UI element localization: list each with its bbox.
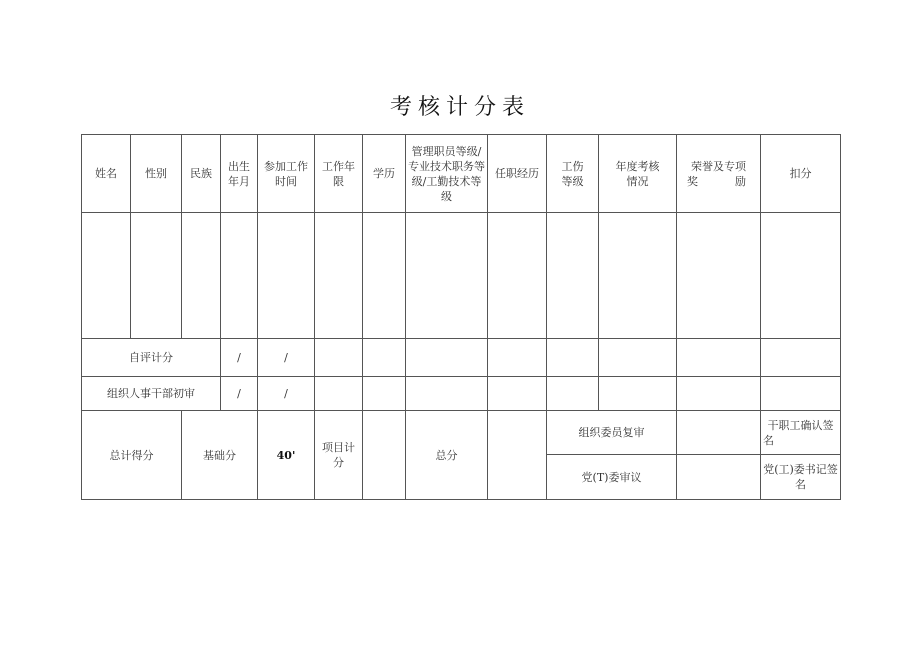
- page-title: 考核计分表: [389, 95, 530, 120]
- base-score-label: 基础分: [182, 411, 258, 500]
- header-grade: 管理职员等级/ 专业技术职务等 级/工勤技术等 级: [406, 135, 488, 213]
- header-annual-assessment: 年度考核 情况: [599, 135, 677, 213]
- staff-confirm-label: 干职工确认签名: [761, 411, 841, 455]
- entry-row: [82, 213, 841, 339]
- org-review-job-history-cell[interactable]: [488, 377, 547, 411]
- party-review-label: 党(T)委审议: [547, 455, 677, 500]
- entry-name-cell[interactable]: [82, 213, 131, 339]
- entry-birth-cell[interactable]: [221, 213, 258, 339]
- header-work-years: 工作年限: [315, 135, 363, 213]
- header-name: 姓名: [82, 135, 131, 213]
- org-review-deduction-cell[interactable]: [761, 377, 841, 411]
- org-review-slash-birth: /: [221, 377, 258, 411]
- committee-review-label: 组织委员复审: [547, 411, 677, 455]
- org-review-education-cell[interactable]: [363, 377, 406, 411]
- org-review-grade-cell[interactable]: [406, 377, 488, 411]
- self-score-deduction-cell[interactable]: [761, 339, 841, 377]
- header-injury-grade: 工伤 等级: [547, 135, 599, 213]
- total-value-cell[interactable]: [488, 411, 547, 500]
- header-birth: 出生年月: [221, 135, 258, 213]
- header-gender: 性别: [131, 135, 182, 213]
- header-row: [82, 135, 841, 213]
- total-label: 总分: [406, 411, 488, 500]
- header-work-start: 参加工作时间: [258, 135, 315, 213]
- org-review-work-years-cell[interactable]: [315, 377, 363, 411]
- entry-work-start-cell[interactable]: [258, 213, 315, 339]
- entry-education-cell[interactable]: [363, 213, 406, 339]
- header-education: 学历: [363, 135, 406, 213]
- self-score-slash-birth: /: [221, 339, 258, 377]
- total-score-label: 总计得分: [82, 411, 182, 500]
- party-secretary-label: 党(工)委书记签名: [761, 455, 841, 500]
- entry-ethnicity-cell[interactable]: [182, 213, 221, 339]
- header-deduction: 扣分: [761, 135, 841, 213]
- entry-annual-cell[interactable]: [599, 213, 677, 339]
- entry-deduction-cell[interactable]: [761, 213, 841, 339]
- header-ethnicity: 民族: [182, 135, 221, 213]
- self-score-job-history-cell[interactable]: [488, 339, 547, 377]
- entry-job-history-cell[interactable]: [488, 213, 547, 339]
- self-score-grade-cell[interactable]: [406, 339, 488, 377]
- org-review-injury-cell[interactable]: [547, 377, 599, 411]
- header-job-history: 任职经历: [488, 135, 547, 213]
- org-review-honors-cell[interactable]: [677, 377, 761, 411]
- entry-work-years-cell[interactable]: [315, 213, 363, 339]
- self-score-honors-cell[interactable]: [677, 339, 761, 377]
- entry-grade-cell[interactable]: [406, 213, 488, 339]
- project-score-cell[interactable]: [363, 411, 406, 500]
- summary-row-1: [82, 411, 841, 455]
- self-score-education-cell[interactable]: [363, 339, 406, 377]
- base-score-value: 40': [258, 411, 315, 500]
- self-score-label: 自评计分: [82, 339, 221, 377]
- committee-review-cell[interactable]: [677, 411, 761, 455]
- entry-injury-cell[interactable]: [547, 213, 599, 339]
- assessment-score-table: [81, 134, 841, 500]
- party-review-cell[interactable]: [677, 455, 761, 500]
- org-review-label: 组织人事干部初审: [82, 377, 221, 411]
- entry-honors-cell[interactable]: [677, 213, 761, 339]
- entry-gender-cell[interactable]: [131, 213, 182, 339]
- org-review-row: [82, 377, 841, 411]
- self-score-slash-work-start: /: [258, 339, 315, 377]
- header-honors: 荣誉及专项 奖 励: [677, 135, 761, 213]
- org-review-slash-work-start: /: [258, 377, 315, 411]
- self-score-work-years-cell[interactable]: [315, 339, 363, 377]
- self-score-injury-cell[interactable]: [547, 339, 599, 377]
- self-score-row: [82, 339, 841, 377]
- org-review-annual-cell[interactable]: [599, 377, 677, 411]
- self-score-annual-cell[interactable]: [599, 339, 677, 377]
- project-score-label: 项目计分: [315, 411, 363, 500]
